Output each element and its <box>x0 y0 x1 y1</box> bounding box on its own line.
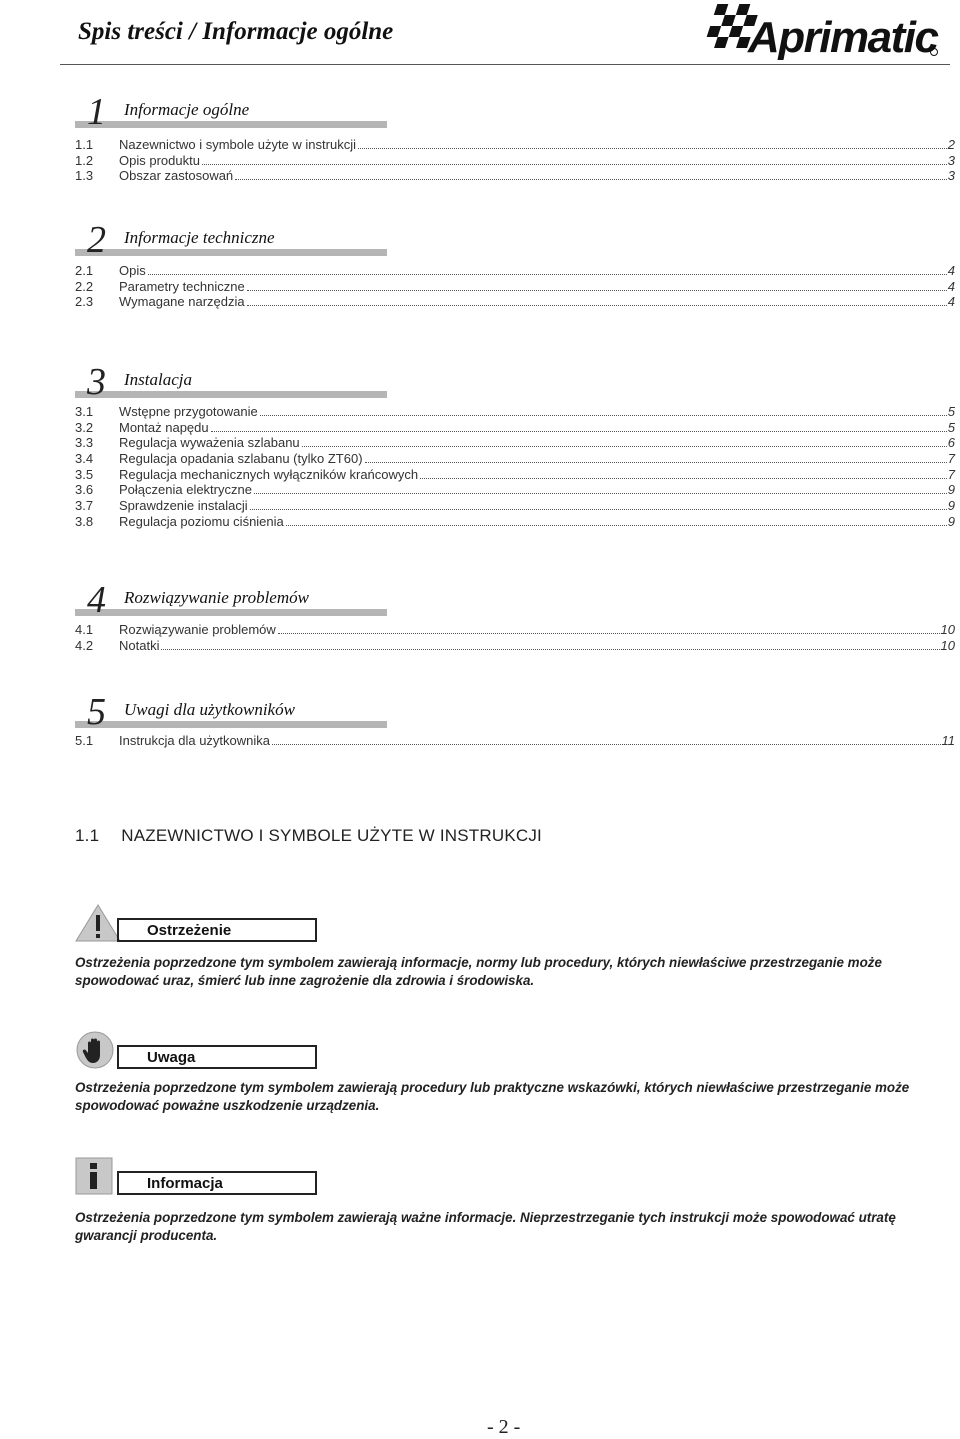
toc-item[interactable] <box>75 279 955 295</box>
notice-label-box <box>117 1171 317 1195</box>
toc-leader <box>365 462 947 463</box>
toc-item-title: Instrukcja dla użytkownika <box>119 733 271 748</box>
toc-item-number: 5.1 <box>75 733 94 748</box>
toc-item-page: 9 <box>947 498 955 514</box>
toc-item-page: 11 <box>941 733 955 748</box>
toc-item-page: 7 <box>947 451 955 467</box>
section-bar <box>75 121 387 128</box>
toc-item-page: 4 <box>947 294 955 310</box>
info-notice-heading <box>75 1157 375 1195</box>
toc-item-title: Połączenia elektryczne <box>119 482 252 498</box>
section-title: Instalacja <box>124 370 192 389</box>
section-5-heading <box>75 691 387 733</box>
section-bar <box>75 721 387 728</box>
toc-item-title: Wstępne przygotowanie <box>119 404 258 419</box>
toc-list-section-1 <box>75 137 955 184</box>
toc-item-page: 5 <box>947 419 955 435</box>
toc-item-page: 2 <box>947 137 955 152</box>
toc-item-page: 4 <box>947 263 955 278</box>
header-rule <box>60 64 950 65</box>
toc-leader <box>260 415 947 416</box>
notice-text: Ostrzeżenia poprzedzone tym symbolem zawierają procedury lub praktyczne wskazówki, których niewłaściwe przestrzeganie może spowodować poważne uszkodzenie urządzenia. <box>75 1080 910 1113</box>
warning-notice-heading <box>75 904 375 942</box>
section-2-heading <box>75 219 387 261</box>
toc-item[interactable] <box>75 514 955 530</box>
toc-item-title: Regulacja mechanicznych wyłączników krańcowych <box>119 466 419 482</box>
toc-item-title: Sprawdzenie instalacji <box>119 498 248 514</box>
toc-item-number: 3.6 <box>75 482 94 498</box>
section-number: 5 <box>87 691 106 733</box>
toc-item[interactable] <box>75 137 955 153</box>
section-number: 4 <box>87 579 106 621</box>
notice-label: Uwaga <box>147 1048 196 1066</box>
notice-label: Informacja <box>147 1174 223 1192</box>
toc-item-number: 3.3 <box>75 435 94 451</box>
toc-item-page: 10 <box>940 622 955 637</box>
toc-leader <box>247 305 947 306</box>
section-bar <box>75 609 387 616</box>
toc-item-title: Opis produktu <box>119 152 200 168</box>
toc-item[interactable] <box>75 451 955 467</box>
section-4-heading <box>75 579 387 621</box>
toc-list-section-5 <box>75 733 955 749</box>
toc-leader <box>148 274 947 275</box>
toc-leader <box>235 179 947 180</box>
toc-list-section-2 <box>75 263 955 310</box>
toc-item-number: 2.1 <box>75 263 94 278</box>
toc-item[interactable] <box>75 482 955 498</box>
page-number: - 2 - <box>487 1416 521 1438</box>
toc-leader <box>254 493 947 494</box>
toc-item-number: 3.7 <box>75 498 94 514</box>
toc-leader <box>286 525 947 526</box>
notice-text: Ostrzeżenia poprzedzone tym symbolem zawierają ważne informacje. Nieprzestrzeganie tych instrukcji może spowodować utratę gwarancji producenta. <box>75 1210 896 1243</box>
subsection-title: NAZEWNICTWO I SYMBOLE UŻYTE W INSTRUKCJI <box>121 826 542 845</box>
notice-label-box <box>117 918 317 942</box>
toc-item-title: Opis <box>119 263 146 278</box>
toc-leader <box>202 164 947 165</box>
toc-leader <box>272 744 940 745</box>
section-bar <box>75 249 387 256</box>
toc-item[interactable] <box>75 467 955 483</box>
toc-list-section-3 <box>75 404 955 530</box>
toc-item[interactable] <box>75 294 955 310</box>
toc-leader <box>358 148 947 149</box>
toc-item[interactable] <box>75 168 955 184</box>
section-3-heading <box>75 361 387 403</box>
toc-item-number: 1.1 <box>75 137 94 152</box>
toc-item-title: Wymagane narzędzia <box>119 294 245 310</box>
section-bar <box>75 391 387 398</box>
toc-item-title: Regulacja opadania szlabanu (tylko ZT60) <box>119 451 363 467</box>
toc-item-page: 5 <box>947 404 955 419</box>
toc-item-page: 7 <box>947 466 955 482</box>
toc-item-number: 1.3 <box>75 168 94 184</box>
toc-item-number: 2.3 <box>75 294 94 310</box>
subsection-number: 1.1 <box>75 826 100 845</box>
section-title: Uwagi dla użytkowników <box>124 700 295 719</box>
info-icon <box>75 1157 113 1195</box>
aprimatic-logo <box>688 2 940 60</box>
toc-item-title: Regulacja wyważenia szlabanu <box>119 435 300 451</box>
toc-item-page: 3 <box>947 168 955 184</box>
caution-notice-heading <box>75 1031 375 1069</box>
toc-item[interactable] <box>75 638 955 654</box>
toc-leader <box>161 649 939 650</box>
section-title: Informacje techniczne <box>124 228 275 247</box>
toc-item-page: 4 <box>947 278 955 294</box>
logo-text: Aprimatic <box>748 13 938 60</box>
toc-item-page: 9 <box>947 482 955 498</box>
toc-item-number: 2.2 <box>75 278 94 294</box>
toc-item-title: Parametry techniczne <box>119 278 245 294</box>
toc-leader <box>420 478 947 479</box>
toc-item[interactable] <box>75 263 955 279</box>
toc-item[interactable] <box>75 498 955 514</box>
toc-leader <box>250 509 947 510</box>
toc-item[interactable] <box>75 420 955 436</box>
toc-item-page: 3 <box>947 152 955 168</box>
toc-item-number: 3.2 <box>75 419 94 435</box>
toc-leader <box>278 633 940 634</box>
toc-item-title: Montaż napędu <box>119 419 209 435</box>
toc-leader <box>211 431 947 432</box>
toc-item-number: 4.1 <box>75 622 94 637</box>
section-number: 2 <box>87 219 106 261</box>
subsection-heading <box>75 826 542 846</box>
section-1-heading <box>75 91 387 133</box>
toc-item-number: 4.2 <box>75 637 94 653</box>
toc-item-title: Regulacja poziomu ciśnienia <box>119 513 284 529</box>
toc-item-title: Nazewnictwo i symbole użyte w instrukcji <box>119 137 356 152</box>
section-number: 3 <box>87 361 106 403</box>
toc-item[interactable] <box>75 622 955 638</box>
toc-item[interactable] <box>75 733 955 749</box>
toc-item-page: 6 <box>947 435 955 451</box>
toc-item-title: Obszar zastosowań <box>119 168 234 184</box>
section-number: 1 <box>87 91 106 133</box>
page-title: Spis treści / Informacje ogólne <box>78 18 394 45</box>
warning-triangle-icon <box>75 904 121 942</box>
toc-item-number: 1.2 <box>75 152 94 168</box>
toc-list-section-4 <box>75 622 955 653</box>
notice-label-box <box>117 1045 317 1069</box>
toc-item[interactable] <box>75 153 955 169</box>
toc-item-number: 3.8 <box>75 513 94 529</box>
toc-item-title: Rozwiązywanie problemów <box>119 622 276 637</box>
stop-hand-icon <box>75 1031 115 1069</box>
toc-item-page: 10 <box>940 637 955 653</box>
notice-text: Ostrzeżenia poprzedzone tym symbolem zawierają informacje, normy lub procedury, których niewłaściwe przestrzeganie może spowodować uraz, śmierć lub inne zagrożenie dla zdrowia i środowiska. <box>75 955 882 988</box>
toc-item-number: 3.4 <box>75 451 94 467</box>
section-title: Informacje ogólne <box>124 100 250 119</box>
toc-leader <box>247 290 947 291</box>
section-title: Rozwiązywanie problemów <box>124 588 309 607</box>
toc-item-page: 9 <box>947 513 955 529</box>
notice-label: Ostrzeżenie <box>147 921 232 939</box>
toc-item-number: 3.5 <box>75 466 94 482</box>
toc-leader <box>302 446 947 447</box>
toc-item[interactable] <box>75 435 955 451</box>
toc-item-number: 3.1 <box>75 404 94 419</box>
toc-item-title: Notatki <box>119 637 160 653</box>
toc-item[interactable] <box>75 404 955 420</box>
